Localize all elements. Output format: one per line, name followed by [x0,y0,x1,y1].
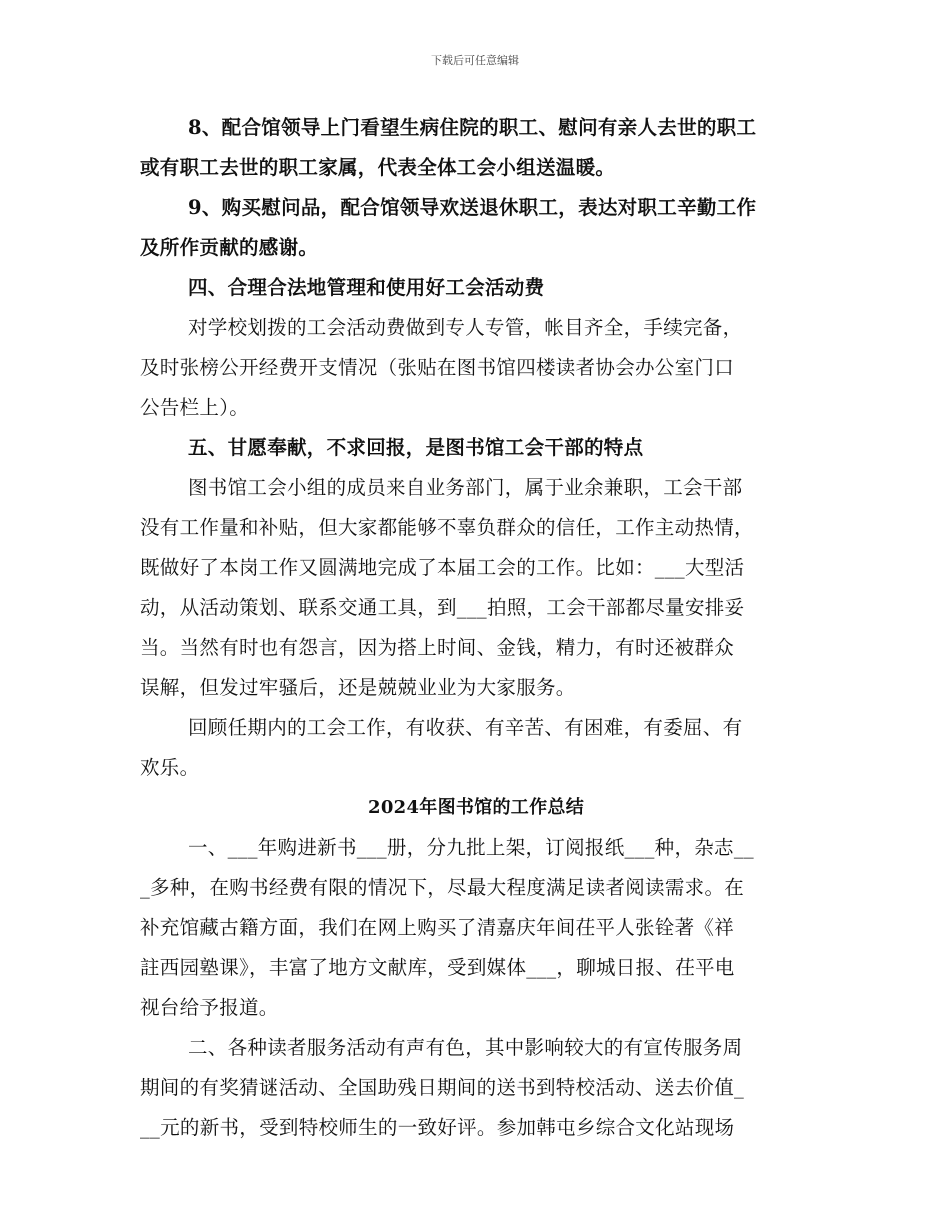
paragraph-line: 及时张榜公开经费开支情况（张贴在图书馆四楼读者协会办公室门口 [140,356,735,379]
page-header: 下载后可任意编辑 [431,54,519,67]
paragraph-line: 图书馆工会小组的成员来自业务部门，属于业余兼职，工会干部 [188,476,743,499]
paragraph-line: 註西园塾课》，丰富了地方文献库，受到媒体___，聊城日报、茌平电 [140,956,735,979]
section-title: 2024年图书馆的工作总结 [368,797,584,818]
paragraph-line: 补充馆藏古籍方面，我们在网上购买了清嘉庆年间茌平人张铨著《祥 [140,916,735,939]
paragraph-line: 二、各种读者服务活动有声有色，其中影响较大的有宣传服务周 [188,1036,743,1059]
paragraph-line: 当。当然有时也有怨言，因为搭上时间、金钱，精力，有时还被群众 [140,636,735,659]
heading-line: 四、合理合法地管理和使用好工会活动费 [188,276,545,299]
heading-line: 8、配合馆领导上门看望生病住院的职工、慰问有亲人去世的职工 [188,116,757,139]
heading-line: 及所作贡献的感谢。 [140,236,319,259]
paragraph-line: 动，从活动策划、联系交通工具，到___拍照，工会干部都尽量安排妥 [140,596,745,619]
paragraph-line: 期间的有奖猜谜活动、全国助残日期间的送书到特校活动、送去价值_ [140,1076,745,1099]
heading-line: 9、购买慰问品，配合馆领导欢送退休职工，表达对职工辛勤工作 [188,196,757,219]
paragraph-line: 公告栏上）。 [140,396,250,419]
heading-line: 或有职工去世的职工家属，代表全体工会小组送温暖。 [140,156,616,179]
paragraph-line: 对学校划拨的工会活动费做到专人专管，帐目齐全，手续完备， [188,316,743,339]
paragraph-line: 回顾任期内的工会工作，有收获、有辛苦、有困难，有委屈、有 [188,716,743,739]
paragraph-line: 一、___年购进新书___册，分九批上架，订阅报纸___种，杂志__ [188,836,754,859]
heading-line: 五、甘愿奉献，不求回报，是图书馆工会干部的特点 [188,436,644,459]
paragraph-line: 既做好了本岗工作又圆满地完成了本届工会的工作。比如：___大型活 [140,556,745,579]
paragraph-line: 视台给予报道。 [140,996,279,1019]
paragraph-line: _多种，在购书经费有限的情况下，尽最大程度满足读者阅读需求。在 [140,876,745,899]
paragraph-line: __元的新书，受到特校师生的一致好评。参加韩屯乡综合文化站现场 [140,1116,735,1139]
document-body [140,108,812,1148]
paragraph-line: 误解，但发过牢骚后，还是兢兢业业为大家服务。 [140,676,576,699]
paragraph-line: 没有工作量和补贴，但大家都能够不辜负群众的信任，工作主动热情， [140,516,754,539]
paragraph-line: 欢乐。 [140,756,200,779]
